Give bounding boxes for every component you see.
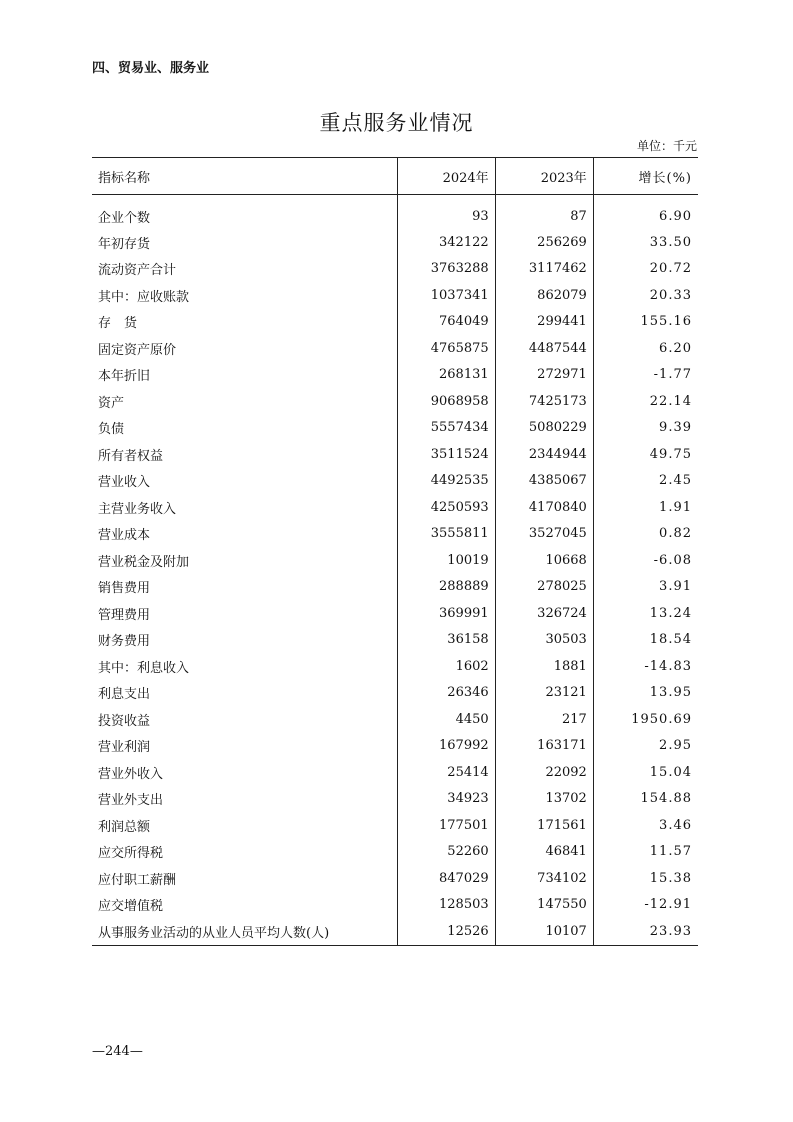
table-row [92, 229, 698, 256]
row-growth-value: -1.77 [593, 362, 698, 389]
row-previous-value: 22092 [495, 759, 593, 786]
row-name-cell: 管理费用 [98, 607, 151, 623]
table-row [92, 839, 698, 866]
row-growth-value: 15.38 [593, 865, 698, 892]
column-header-growth: 增长(%) [593, 158, 698, 195]
table-row [92, 335, 698, 362]
row-growth-value: 3.91 [593, 574, 698, 601]
row-current-value: 52260 [397, 839, 495, 866]
row-growth-value: 22.14 [593, 388, 698, 415]
table-row [92, 494, 698, 521]
row-previous-value: 3117462 [495, 256, 593, 283]
row-name-cell: 负债 [98, 422, 125, 438]
row-growth-value: 6.20 [593, 335, 698, 362]
row-previous-value: 2344944 [495, 441, 593, 468]
row-growth-value: 18.54 [593, 627, 698, 654]
row-previous-value: 734102 [495, 865, 593, 892]
row-current-value: 12526 [397, 918, 495, 945]
row-growth-value: 49.75 [593, 441, 698, 468]
table-row [92, 733, 698, 760]
table-row [92, 521, 698, 548]
row-name-cell: 流动资产合计 [98, 263, 177, 279]
row-previous-value: 1881 [495, 653, 593, 680]
row-growth-value: 1.91 [593, 494, 698, 521]
row-current-value: 4250593 [397, 494, 495, 521]
row-name-cell: 营业外收入 [98, 766, 164, 782]
row-current-value: 847029 [397, 865, 495, 892]
row-current-value: 128503 [397, 892, 495, 919]
table-row [92, 574, 698, 601]
row-current-value: 4765875 [397, 335, 495, 362]
table-row [92, 309, 698, 336]
row-name-cell: 利息支出 [98, 687, 151, 703]
row-current-value: 25414 [397, 759, 495, 786]
row-name-cell: 主营业务收入 [98, 501, 177, 517]
row-current-value: 1602 [397, 653, 495, 680]
service-industry-table [92, 157, 698, 946]
row-previous-value: 46841 [495, 839, 593, 866]
row-growth-value: -14.83 [593, 653, 698, 680]
table-title: 重点服务业情况 [319, 111, 474, 135]
row-current-value: 34923 [397, 786, 495, 813]
row-current-value: 177501 [397, 812, 495, 839]
column-header-name: 指标名称 [92, 158, 397, 195]
row-current-value: 4492535 [397, 468, 495, 495]
row-name-cell: 营业外支出 [98, 793, 164, 809]
table-row [92, 547, 698, 574]
row-name-cell: 销售费用 [98, 581, 151, 597]
row-previous-value: 87 [495, 195, 593, 230]
row-name-cell: 从事服务业活动的从业人员平均人数(人) [92, 918, 397, 945]
row-previous-value: 256269 [495, 229, 593, 256]
table-row [92, 600, 698, 627]
row-growth-value: 2.45 [593, 468, 698, 495]
row-growth-value: 9.39 [593, 415, 698, 442]
row-growth-value: 11.57 [593, 839, 698, 866]
row-current-value: 26346 [397, 680, 495, 707]
row-growth-value: 155.16 [593, 309, 698, 336]
row-name-cell: 应交所得税 [98, 846, 164, 862]
row-current-value: 1037341 [397, 282, 495, 309]
row-previous-value: 7425173 [495, 388, 593, 415]
table-row [92, 812, 698, 839]
row-growth-value: 20.72 [593, 256, 698, 283]
row-previous-value: 171561 [495, 812, 593, 839]
row-growth-value: 2.95 [593, 733, 698, 760]
table-row [92, 653, 698, 680]
table-row [92, 918, 698, 945]
row-growth-value: 154.88 [593, 786, 698, 813]
column-header-previous: 2023年 [495, 158, 593, 195]
row-growth-value: 13.95 [593, 680, 698, 707]
row-previous-value: 30503 [495, 627, 593, 654]
row-name-cell: 其中：应收账款 [98, 289, 190, 305]
column-header-current: 2024年 [397, 158, 495, 195]
table-row [92, 680, 698, 707]
row-previous-value: 10107 [495, 918, 593, 945]
row-previous-value: 5080229 [495, 415, 593, 442]
row-previous-value: 10668 [495, 547, 593, 574]
row-name-cell: 年初存货 [98, 236, 151, 252]
table-row [92, 627, 698, 654]
row-name-cell: 应付职工薪酬 [98, 872, 177, 888]
row-name-cell: 本年折旧 [98, 369, 151, 385]
row-previous-value: 3527045 [495, 521, 593, 548]
table-row [92, 362, 698, 389]
row-growth-value: 3.46 [593, 812, 698, 839]
row-name-cell: 应交增值税 [98, 899, 164, 915]
row-current-value: 3511524 [397, 441, 495, 468]
table-row [92, 256, 698, 283]
table-row [92, 865, 698, 892]
row-current-value: 4450 [397, 706, 495, 733]
row-name-cell: 营业成本 [98, 528, 151, 544]
row-previous-value: 23121 [495, 680, 593, 707]
row-previous-value: 272971 [495, 362, 593, 389]
row-previous-value: 13702 [495, 786, 593, 813]
row-current-value: 9068958 [397, 388, 495, 415]
row-current-value: 3555811 [397, 521, 495, 548]
row-current-value: 167992 [397, 733, 495, 760]
row-growth-value: 0.82 [593, 521, 698, 548]
row-name-cell: 存 货 [98, 316, 138, 332]
row-previous-value: 299441 [495, 309, 593, 336]
table-header-row [92, 158, 698, 195]
row-growth-value: 6.90 [593, 195, 698, 230]
unit-label: 单位：千元 [636, 139, 697, 153]
row-previous-value: 862079 [495, 282, 593, 309]
row-current-value: 36158 [397, 627, 495, 654]
row-current-value: 369991 [397, 600, 495, 627]
row-growth-value: 33.50 [593, 229, 698, 256]
row-name-cell: 营业利润 [98, 740, 151, 756]
row-name-cell: 固定资产原价 [98, 342, 177, 358]
table-row [92, 892, 698, 919]
row-growth-value: 15.04 [593, 759, 698, 786]
page-number: —244— [92, 1044, 143, 1059]
row-name-cell: 企业个数 [98, 210, 151, 226]
row-current-value: 268131 [397, 362, 495, 389]
row-previous-value: 4487544 [495, 335, 593, 362]
row-name-cell: 利润总额 [98, 819, 151, 835]
row-growth-value: -12.91 [593, 892, 698, 919]
table-row [92, 195, 698, 230]
row-current-value: 342122 [397, 229, 495, 256]
row-name-cell: 所有者权益 [98, 448, 164, 464]
row-growth-value: 13.24 [593, 600, 698, 627]
table-row [92, 759, 698, 786]
row-current-value: 93 [397, 195, 495, 230]
table-row [92, 468, 698, 495]
row-name-cell: 投资收益 [98, 713, 151, 729]
row-name-cell: 财务费用 [98, 634, 151, 650]
row-growth-value: 23.93 [593, 918, 698, 945]
row-previous-value: 278025 [495, 574, 593, 601]
table-row [92, 282, 698, 309]
row-name-cell: 其中：利息收入 [98, 660, 190, 676]
row-name-cell: 营业收入 [98, 475, 151, 491]
table-row [92, 786, 698, 813]
row-growth-value: -6.08 [593, 547, 698, 574]
row-growth-value: 1950.69 [593, 706, 698, 733]
row-current-value: 3763288 [397, 256, 495, 283]
row-previous-value: 147550 [495, 892, 593, 919]
table-row [92, 388, 698, 415]
table-body [92, 195, 698, 946]
row-previous-value: 217 [495, 706, 593, 733]
row-name-cell: 营业税金及附加 [98, 554, 190, 570]
row-previous-value: 163171 [495, 733, 593, 760]
table-row [92, 706, 698, 733]
row-previous-value: 4170840 [495, 494, 593, 521]
section-heading: 四、贸易业、服务业 [92, 61, 210, 76]
row-growth-value: 20.33 [593, 282, 698, 309]
row-name-cell: 资产 [98, 395, 125, 411]
table-row [92, 415, 698, 442]
row-current-value: 764049 [397, 309, 495, 336]
row-previous-value: 4385067 [495, 468, 593, 495]
row-current-value: 10019 [397, 547, 495, 574]
row-current-value: 5557434 [397, 415, 495, 442]
table-row [92, 441, 698, 468]
row-current-value: 288889 [397, 574, 495, 601]
row-previous-value: 326724 [495, 600, 593, 627]
